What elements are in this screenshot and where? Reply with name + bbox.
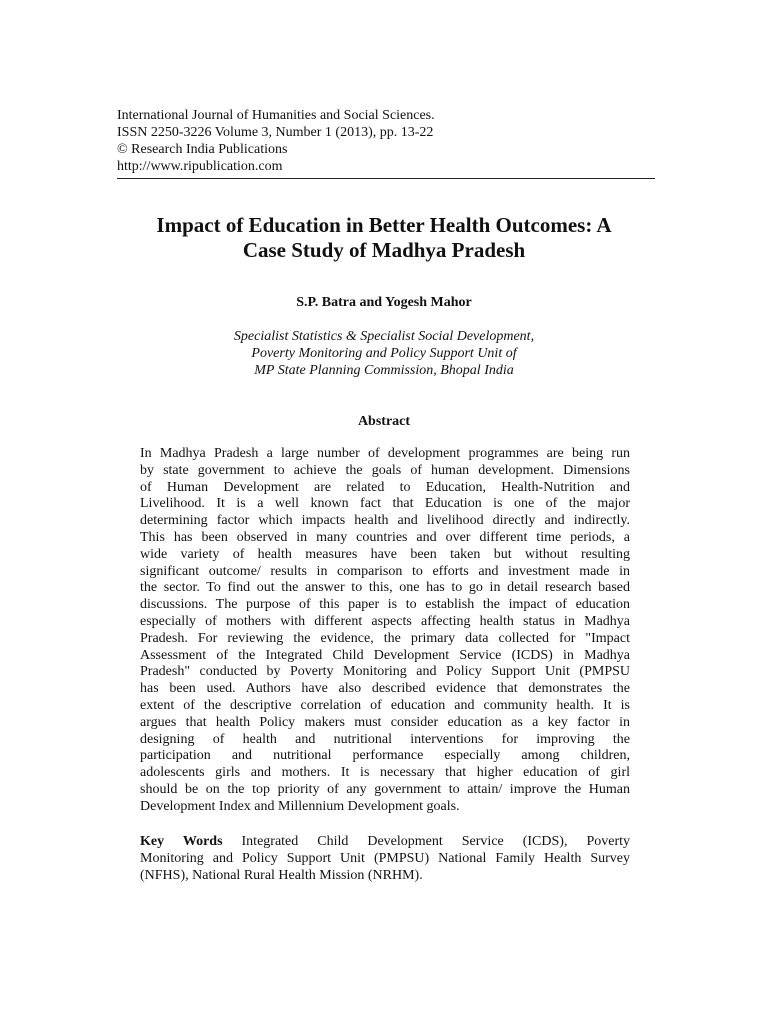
header-divider [117,178,655,179]
keywords-label: Key Words [140,834,223,849]
abstract-line: significant outcome/ results in comparison to efforts and investment made in [140,563,630,579]
abstract-line: especially of mothers with different aspects affecting health status in Madhya [140,613,630,629]
keywords-text-1: Integrated Child Development Service (ICDS), Poverty [241,834,630,849]
abstract-line: Livelihood. It is a well known fact that Education is one of the major [140,496,630,512]
abstract-line: should be on the top priority of any government to attain/ improve the Human [140,781,630,797]
abstract-line: Pradesh. For reviewing the evidence, the primary data collected for "Impact [140,630,630,646]
keywords [140,833,630,885]
affiliation-line-2: Poverty Monitoring and Policy Support Unit of [251,346,517,361]
abstract-line: by state government to achieve the goals of human development. Dimensions [140,462,630,478]
abstract-heading: Abstract [357,414,411,429]
abstract-body [140,446,630,816]
journal-url: http://www.ripublication.com [117,159,283,174]
abstract-line: designing of health and nutritional interventions for improving the [140,731,630,747]
abstract-line: In Madhya Pradesh a large number of development programmes are being run [140,446,630,461]
abstract-line: Pradesh" conducted by Poverty Monitoring and Policy Support Unit (PMPSU [140,664,630,680]
abstract-line: the sector. To find out the answer to this, one has to go in detail research based [140,580,630,596]
publisher-line: © Research India Publications [117,142,288,157]
abstract-line: Development Index and Millennium Development goals. [140,798,460,814]
authors: S.P. Batra and Yogesh Mahor [296,295,472,310]
abstract-line: This has been observed in many countries and over different time periods, a [140,529,630,545]
affiliation [100,328,668,379]
abstract-line: wide variety of health measures have been taken but without resulting [140,546,630,562]
issn-line: ISSN 2250-3226 Volume 3, Number 1 (2013), pp. 13-22 [117,125,434,140]
abstract-line: adolescents girls and mothers. It is necessary that higher education of girl [140,765,630,781]
journal-name: International Journal of Humanities and Social Sciences. [117,108,435,123]
keywords-line-1 [140,833,630,850]
abstract-line: extent of the descriptive correlation of education and community health. It is [140,697,630,713]
title-line-1: Impact of Education in Better Health Outcomes: A [156,213,612,237]
abstract-line: discussions. The purpose of this paper is to establish the impact of education [140,597,630,613]
journal-header [117,107,657,175]
keywords-line-3: (NFHS), National Rural Health Mission (NRHM). [140,868,423,884]
abstract-line: Assessment of the Integrated Child Development Service (ICDS) in Madhya [140,647,630,663]
abstract-line: has been used. Authors have also described evidence that demonstrates the [140,681,630,697]
keywords-line-2: Monitoring and Policy Support Unit (PMPSU) National Family Health Survey [140,851,630,867]
paper-title [100,213,668,263]
affiliation-line-1: Specialist Statistics & Specialist Social Development, [233,329,535,344]
abstract-line: argues that health Policy makers must consider education as a key factor in [140,714,630,730]
abstract-line: determining factor which impacts health and livelihood directly and indirectly. [140,513,630,529]
abstract-line: participation and nutritional performance especially among children, [140,748,630,764]
title-line-2: Case Study of Madhya Pradesh [242,238,526,262]
abstract-line: of Human Development are related to Education, Health-Nutrition and [140,479,630,495]
affiliation-line-3: MP State Planning Commission, Bhopal India [254,363,514,378]
